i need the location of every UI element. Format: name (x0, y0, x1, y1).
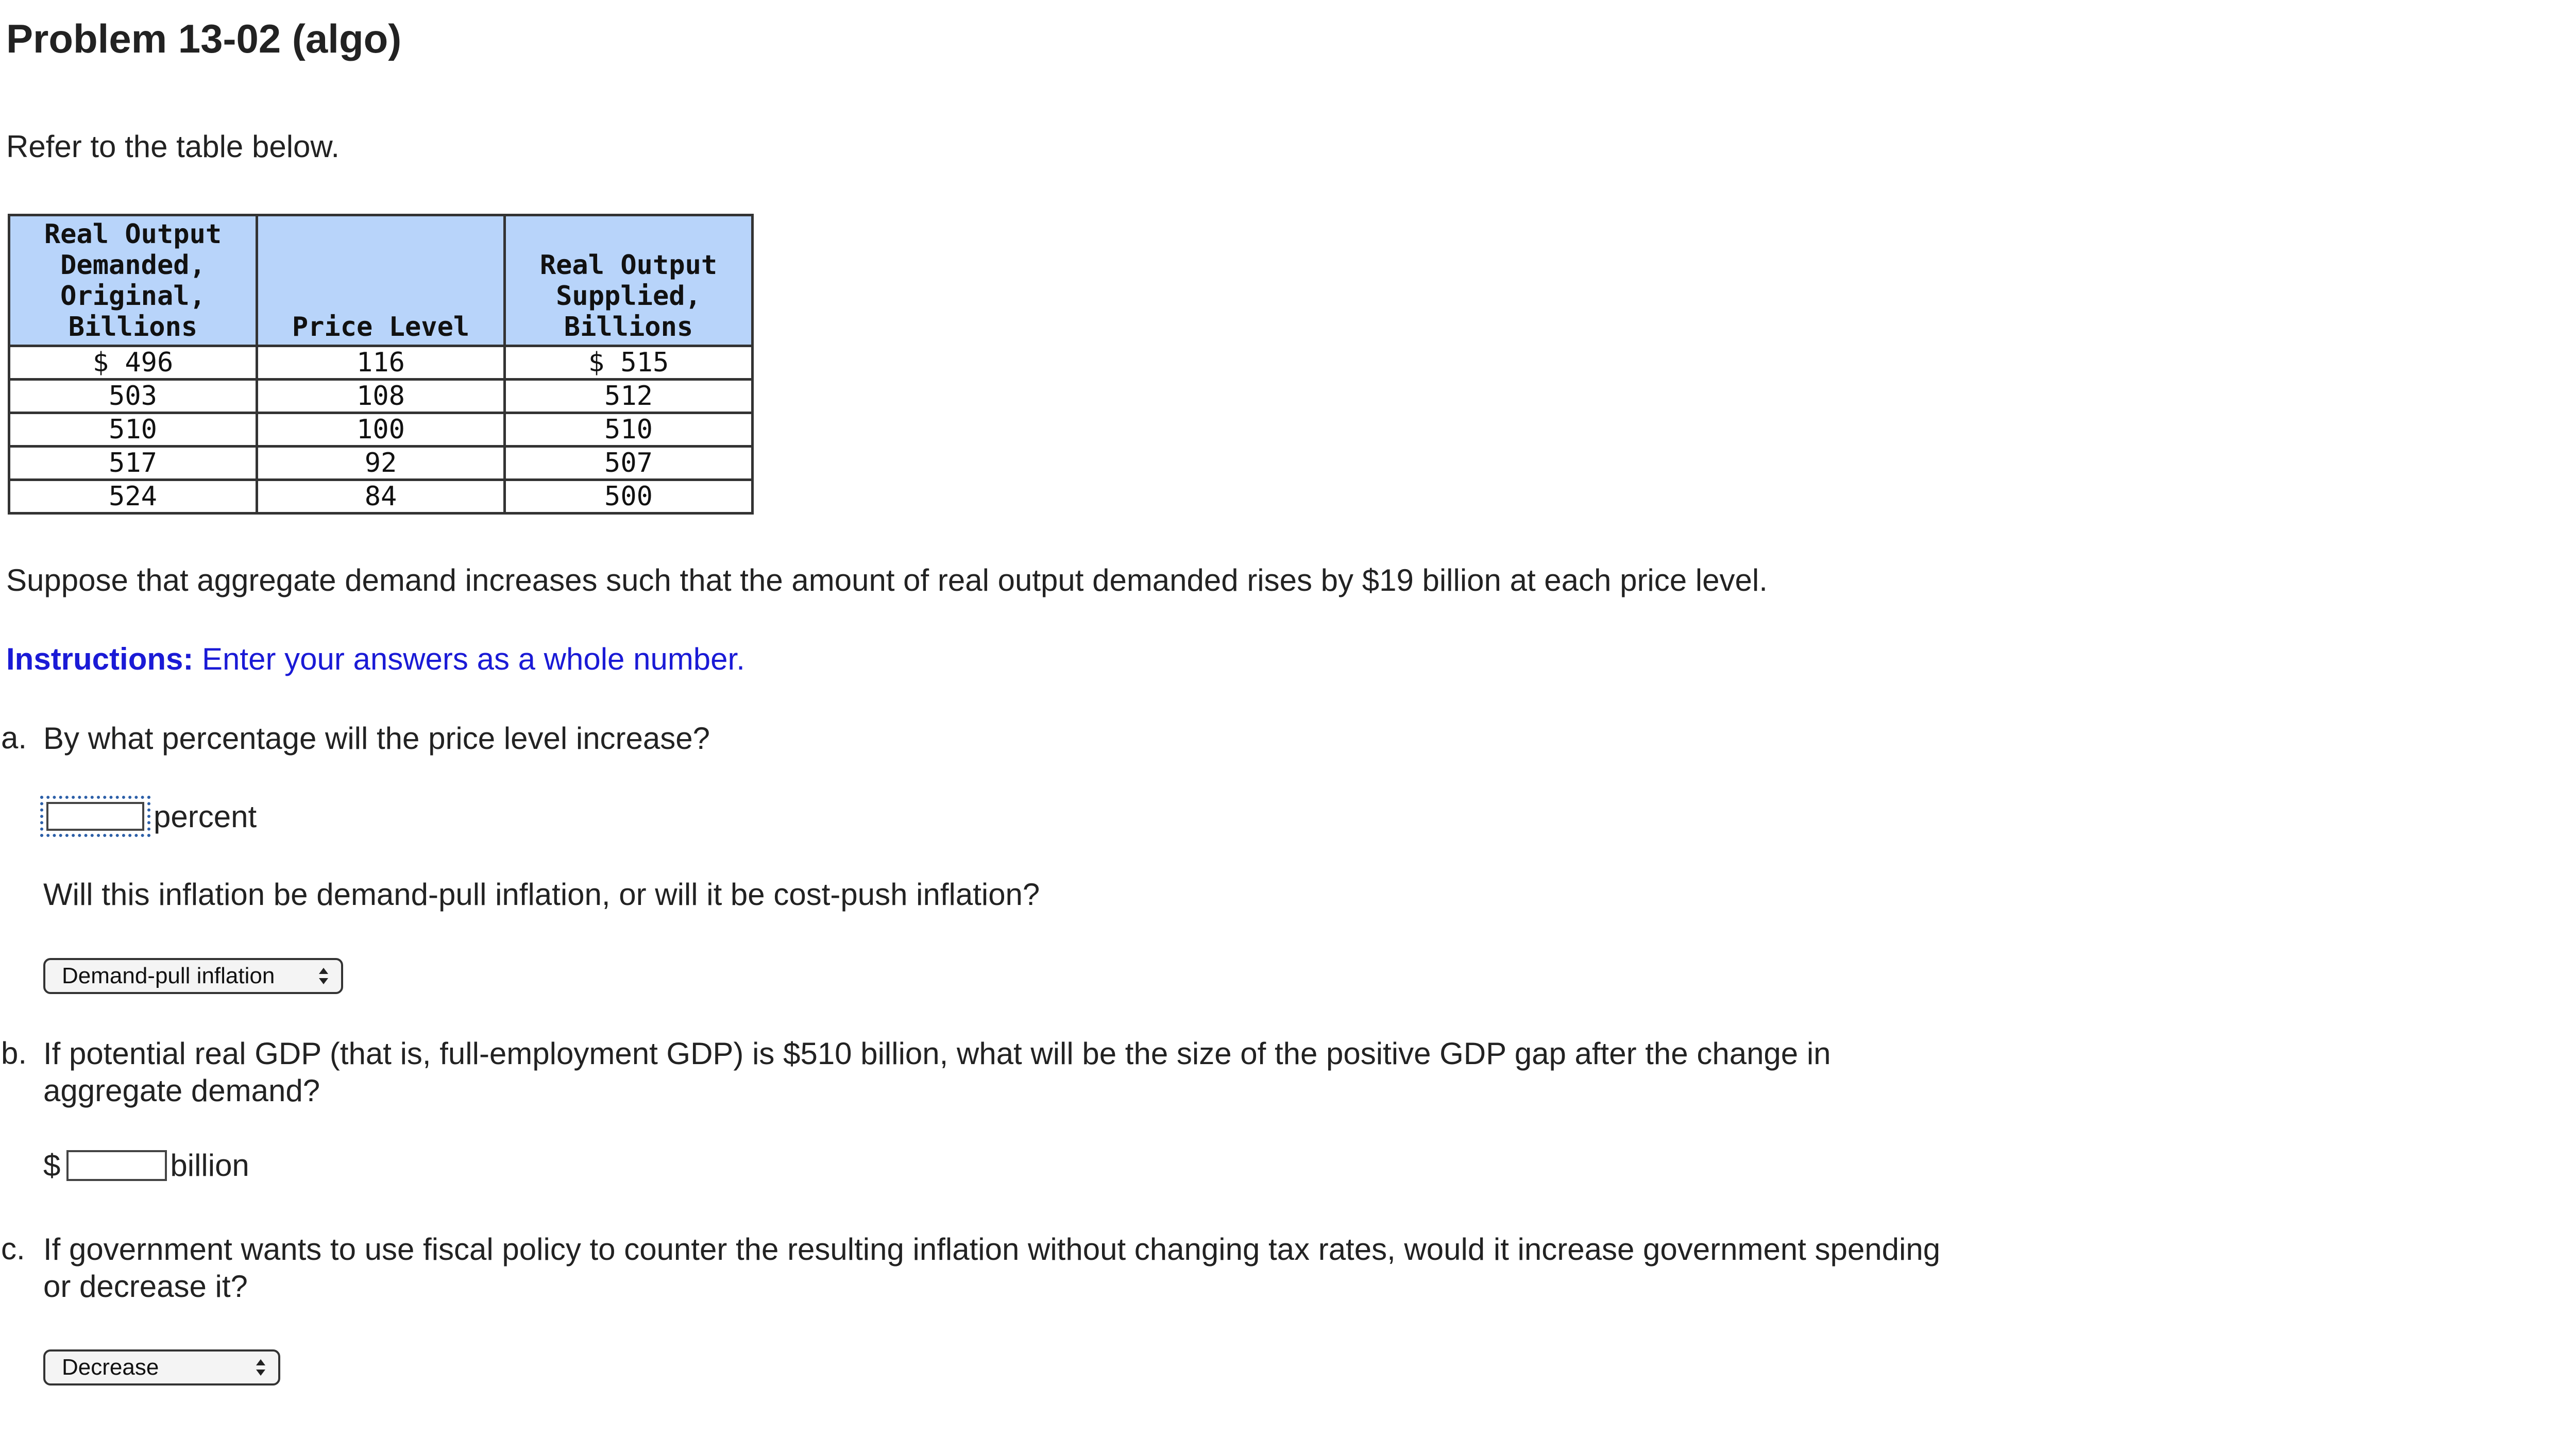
question-b-letter: b. (1, 1036, 27, 1070)
instructions-body: Enter your answers as a whole number. (202, 642, 745, 676)
table-row (9, 413, 753, 447)
table-cell: 510 (505, 413, 753, 447)
question-a-followup: Will this inflation be demand-pull inflation, or will it be cost-push inflation? (43, 877, 1040, 912)
data-table (8, 214, 754, 515)
table-cell: 500 (505, 480, 753, 514)
header-line: Real Output (539, 250, 718, 281)
table-cell: 510 (9, 413, 257, 447)
question-c-letter: c. (1, 1231, 25, 1266)
instructions-label: Instructions: (6, 642, 194, 676)
spending-direction-select[interactable] (43, 1349, 280, 1385)
header-output-supplied (505, 215, 753, 346)
table-cell: 512 (505, 380, 753, 413)
percent-unit-label: percent (154, 799, 257, 834)
inflation-type-select[interactable] (43, 958, 343, 994)
header-line: Billions (564, 312, 693, 343)
table-row (9, 346, 753, 380)
table-cell: 507 (505, 447, 753, 480)
header-line: Price Level (292, 312, 470, 343)
header-price-level (257, 215, 505, 346)
scenario-text: Suppose that aggregate demand increases such that the amount of real output demanded rises by $19 billion at each price level. (6, 563, 1768, 597)
gdp-gap-input[interactable] (66, 1150, 167, 1181)
select-arrows-icon (317, 966, 330, 986)
intro-text: Refer to the table below. (6, 129, 340, 164)
answer-b-row (43, 1148, 249, 1183)
question-c-text: If government wants to use fiscal policy to counter the resulting inflation without changing tax rates, would it increase government spending or decrease it? (43, 1232, 1941, 1304)
answer-a-row (40, 796, 257, 837)
table-cell: 116 (257, 346, 505, 380)
table-cell: 84 (257, 480, 505, 514)
question-b-text: If potential real GDP (that is, full-employment GDP) is $510 billion, what will be the size of the positive GDP gap after the change in aggregate demand? (43, 1036, 1831, 1108)
answer-a-focus-ring (40, 796, 150, 837)
question-a-text: By what percentage will the price level increase? (43, 721, 710, 756)
page-title: Problem 13-02 (algo) (6, 16, 402, 61)
spending-direction-selected-value: Decrease (62, 1355, 159, 1380)
table-cell: 100 (257, 413, 505, 447)
select-arrows-icon (255, 1357, 267, 1378)
table-cell: 524 (9, 480, 257, 514)
table-cell: $ 496 (9, 346, 257, 380)
table-cell: $ 515 (505, 346, 753, 380)
header-output-demanded (9, 215, 257, 346)
table-row (9, 447, 753, 480)
header-line: Supplied, (556, 281, 701, 312)
header-line: Billions (68, 312, 198, 343)
inflation-type-selected-value: Demand-pull inflation (62, 963, 275, 988)
table-cell: 517 (9, 447, 257, 480)
table-cell: 92 (257, 447, 505, 480)
table-row (9, 380, 753, 413)
header-line: Original, (60, 281, 206, 312)
header-line: Real Output (44, 219, 222, 250)
billion-unit-label: billion (170, 1148, 249, 1183)
table-cell: 108 (257, 380, 505, 413)
instructions-text (6, 641, 745, 677)
table-row (9, 480, 753, 514)
percent-input[interactable] (46, 802, 144, 831)
question-a-letter: a. (1, 721, 27, 755)
header-line: Demanded, (60, 250, 206, 281)
dollar-sign: $ (43, 1148, 61, 1183)
table-header-row (9, 215, 753, 346)
table-cell: 503 (9, 380, 257, 413)
